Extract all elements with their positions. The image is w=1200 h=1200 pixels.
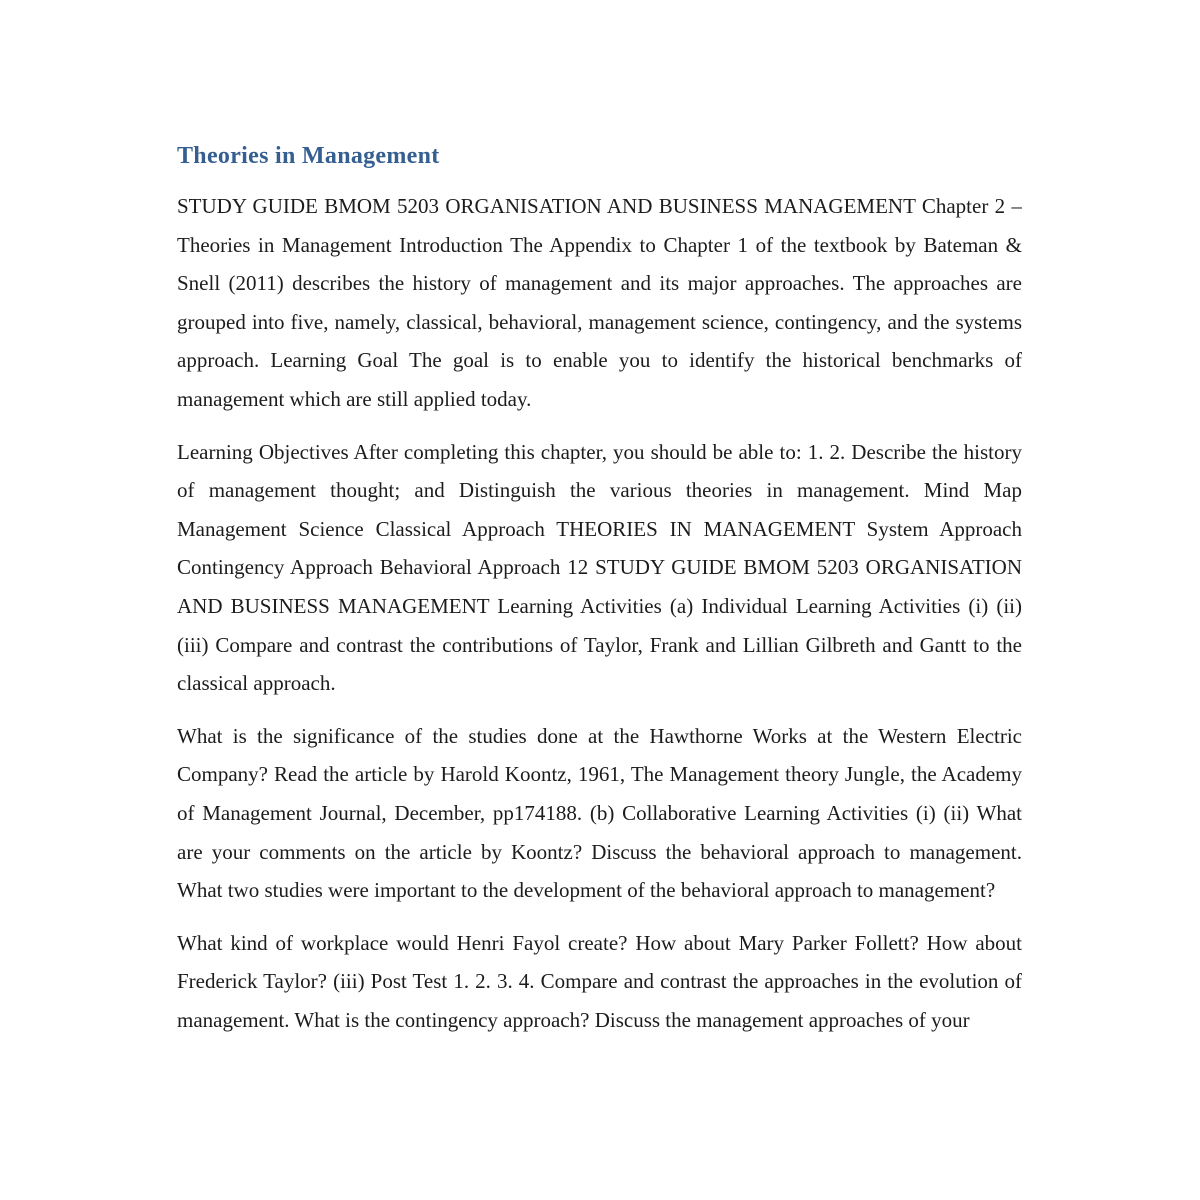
document-content (177, 141, 1022, 1053)
document-title: Theories in Management (177, 143, 440, 169)
paragraph-learning-objectives: Learning Objectives After completing this chapter, you should be able to: 1. 2. Describe the history of management thought; and Distinguish the various theories in management. Mind Map Management Science Classical Approach THEORIES IN MANAGEMENT System Approach Contingency Approach Behavioral Approach 12 STUDY GUIDE BMOM 5203 ORGANISATION AND BUSINESS MANAGEMENT Learning Activities (a) Individual Learning Activities (i) (ii) (iii) Compare and contrast the contributions of Taylor, Frank and Lillian Gilbreth and Gantt to the classical approach. (177, 439, 1022, 696)
paragraph-post-test: What kind of workplace would Henri Fayol create? How about Mary Parker Follett? How about Frederick Taylor? (iii) Post Test 1. 2. 3. 4. Compare and contrast the approaches in the evolution of management. What is the contingency approach? Discuss the management approaches of your (177, 930, 1022, 1032)
paragraph-introduction: STUDY GUIDE BMOM 5203 ORGANISATION AND BUSINESS MANAGEMENT Chapter 2 – Theories in Management Introduction The Appendix to Chapter 1 of the textbook by Bateman & Snell (2011) describes the history of management and its major approaches. The approaches are grouped into five, namely, classical, behavioral, management science, contingency, and the systems approach. Learning Goal The goal is to enable you to identify the historical benchmarks of management which are still applied today. (177, 194, 1022, 411)
paragraph-hawthorne-activities: What is the significance of the studies done at the Hawthorne Works at the Western Electric Company? Read the article by Harold Koontz, 1961, The Management theory Jungle, the Academy of Management Journal, December, pp174188. (b) Collaborative Learning Activities (i) (ii) What are your comments on the article by Koontz? Discuss the behavioral approach to management. What two studies were important to the development of the behavioral approach to management? (177, 723, 1022, 903)
